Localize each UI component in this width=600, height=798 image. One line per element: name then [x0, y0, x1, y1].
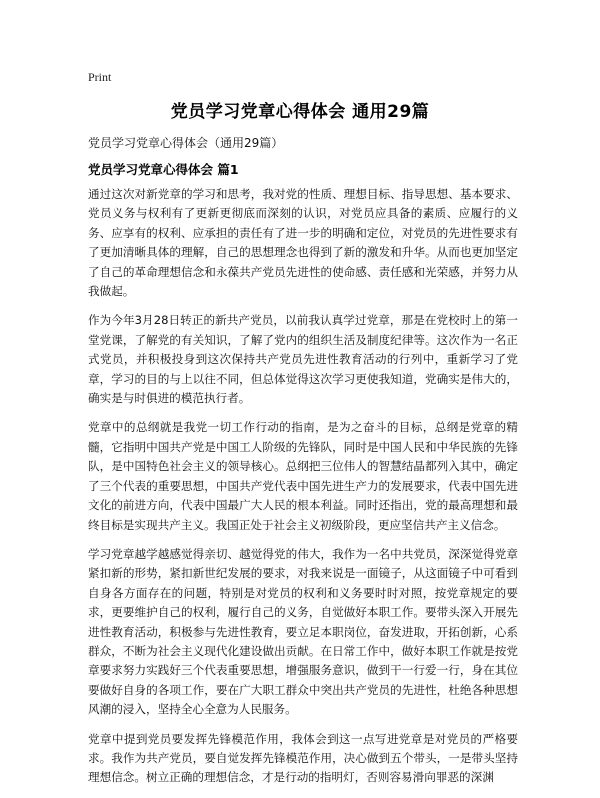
paragraph-3: 党章中的总纲就是我党一切工作行动的指南，是为之奋斗的目标，总纲是党章的精髓，它指明中国共产党是中国工人阶级的先锋队，同时是中国人民和中华民族的先锋队，是中国特色社会主义的领导核心。总纲把三位伟人的智慧结晶都列入其中，确定了三个代表的重要思想，中国共产党代表中国先进生产力的发展要求，代表中国先进文化的前进方向，代表中国最广大人民的根本利益。同时还指出，党的最高理想和最终目标是实现共产主义。我国正处于社会主义初级阶段，更应坚信共产主义信念。 [88, 420, 518, 532]
paragraph-5: 党章中提到党员要发挥先锋模范作用，我体会到这一点写进党章是对党员的严格要求。我作为共产党员，要自觉发挥先锋模范作用，决心做到五个带头，一是带头坚持理想信念。树立正确的理想信念，才是行动的指明灯，否则容易滑向罪恶的深渊 [88, 731, 518, 785]
paragraph-1: 通过这次对新党章的学习和思考，我对党的性质、理想目标、指导思想、基本要求、党员义务与权利有了更新更彻底而深刻的认识，对党员应具备的素质、应履行的义务、应享有的权利、应承担的责任有了进一步的明确和定位，对党员的先进性要求有了更加清晰具体的理解，自己的思想理念也得到了新的激发和升华。从而也更加坚定了自己的革命理想信念和永葆共产党员先进性的使命感、责任感和光荣感，并努力从我做起。 [88, 187, 518, 299]
document-subtitle: 党员学习党章心得体会（通用29篇） [88, 136, 284, 150]
paragraph-4: 学习党章越学越感觉得亲切、越觉得党的伟大，我作为一名中共党员，深深觉得党章紧扣新的形势，紧扣新世纪发展的要求，对我来说是一面镜子，从这面镜子中可看到自身各方面存在的问题，特别是对党员的权利和义务要时时对照，按党章规定的要求，更要维护自己的权利，履行自己的义务，自觉做好本职工作。要带头深入开展先进性教育活动，积极参与先进性教育，要立足本职岗位，奋发进取，开拓创新，心系群众，不断为社会主义现代化建设做出贡献。在日常工作中，做好本职工作就是按党章要求努力实践好三个代表重要思想，增强服务意识，做到干一行爱一行，身在其位要做好自身的各项工作，要在广大职工群众中突出共产党员的先进性，杜绝各种思想风潮的浸入，坚持全心全意为人民服务。 [88, 546, 518, 717]
paragraph-2: 作为今年3月28日转正的新共产党员，以前我认真学过党章，那是在党校时上的第一堂党课，了解党的有关知识，了解了党内的组织生活及制度纪律等。这次作为一名正式党员，并积极投身到这次保持共产党员先进性教育活动的行列中，重新学习了党章，学习的目的与上以往不同，但总体觉得这次学习更使我知道，党确实是伟大的，确实是与时俱进的模范执行者。 [88, 313, 518, 406]
section-heading: 党员学习党章心得体会 篇1 [88, 162, 239, 177]
page-title: 党员学习党章心得体会 通用29篇 [170, 102, 430, 122]
print-label[interactable]: Print [88, 70, 112, 84]
article-body [88, 185, 518, 798]
